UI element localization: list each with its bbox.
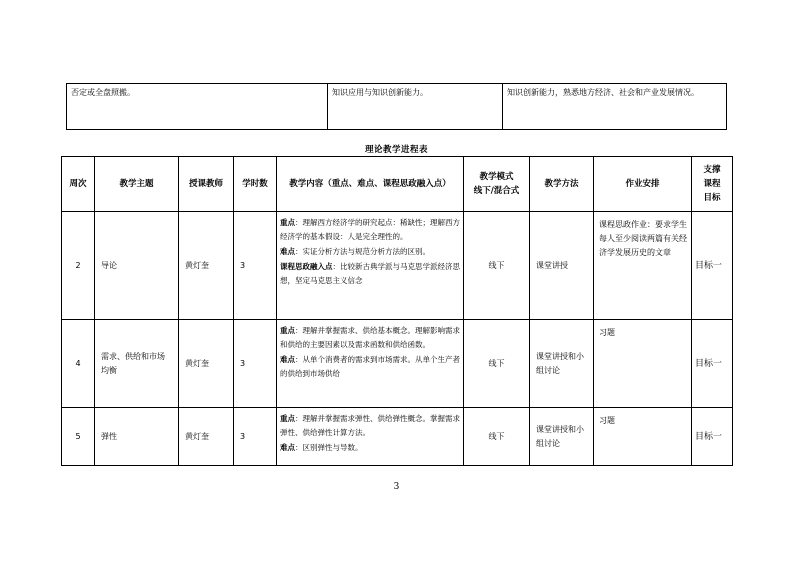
row-teacher: 黄灯奎 bbox=[179, 320, 234, 408]
table-row bbox=[62, 320, 733, 408]
row-content bbox=[277, 320, 464, 408]
row-week: 2 bbox=[62, 212, 95, 320]
page-number: 3 bbox=[393, 482, 400, 492]
row-homework: 课程思政作业：要求学生每人至少阅读两篇有关经济学发展历史的文章 bbox=[594, 212, 692, 320]
header-mode-line2: 线下/混合式 bbox=[473, 186, 520, 196]
content-difficulty: 难点：从单个消费者的需求到市场需求。从单个生产者的供给到市场供给 bbox=[280, 355, 460, 378]
row-topic: 弹性 bbox=[95, 408, 179, 466]
header-hours: 学时数 bbox=[234, 157, 277, 212]
row-week: 4 bbox=[62, 320, 95, 408]
row-hours: 3 bbox=[234, 408, 277, 466]
objective-cell: 知识应用与知识创新能力。 bbox=[328, 84, 503, 130]
content-key-point: 重点：理解并掌握需求弹性、供给弹性概念。掌握需求弹性、供给弹性计算方法。 bbox=[280, 414, 460, 437]
row-goal: 目标一 bbox=[692, 212, 733, 320]
row-topic: 导论 bbox=[95, 212, 179, 320]
row-teacher: 黄灯奎 bbox=[179, 212, 234, 320]
header-week: 周次 bbox=[62, 157, 95, 212]
table-row bbox=[62, 212, 733, 320]
header-homework: 作业安排 bbox=[594, 157, 692, 212]
objective-cell: 知识创新能力，熟悉地方经济、社会和产业发展情况。 bbox=[503, 84, 727, 130]
header-goal-line3: 目标 bbox=[703, 193, 721, 203]
row-goal: 目标一 bbox=[692, 408, 733, 466]
header-row bbox=[62, 157, 733, 212]
row-content bbox=[277, 212, 464, 320]
header-mode-line1: 教学模式 bbox=[479, 172, 514, 182]
row-homework: 习题 bbox=[594, 320, 692, 408]
row-mode: 线下 bbox=[464, 320, 530, 408]
table-row bbox=[62, 408, 733, 466]
row-mode: 线下 bbox=[464, 212, 530, 320]
objective-cell: 否定或全盘照搬。 bbox=[67, 84, 328, 130]
row-hours: 3 bbox=[234, 320, 277, 408]
row-homework: 习题 bbox=[594, 408, 692, 466]
row-goal: 目标一 bbox=[692, 320, 733, 408]
content-ideology: 课程思政融入点：比较新古典学派与马克思学派经济思想，坚定马克思主义信念 bbox=[280, 262, 460, 285]
objectives-table-continuation bbox=[66, 83, 727, 130]
header-mode bbox=[464, 157, 530, 212]
header-topic: 教学主题 bbox=[95, 157, 179, 212]
teaching-schedule-table bbox=[61, 156, 733, 466]
header-goal-line1: 支撑 bbox=[703, 165, 721, 175]
row-mode: 线下 bbox=[464, 408, 530, 466]
row-week: 5 bbox=[62, 408, 95, 466]
content-key-point: 重点：理解并掌握需求、供给基本概念。理解影响需求和供给的主要因素以及需求函数和供给函数。 bbox=[280, 326, 460, 349]
header-method: 教学方法 bbox=[530, 157, 594, 212]
row-method: 课堂讲授和小组讨论 bbox=[530, 320, 594, 408]
header-teacher: 授课教师 bbox=[179, 157, 234, 212]
row-method: 课堂讲授 bbox=[530, 212, 594, 320]
row-teacher: 黄灯奎 bbox=[179, 408, 234, 466]
row-topic: 需求、供给和市场均衡 bbox=[95, 320, 179, 408]
content-difficulty: 难点：区别弹性与导数。 bbox=[280, 443, 363, 452]
header-content: 教学内容（重点、难点、课程思政融入点） bbox=[277, 157, 464, 212]
content-key-point: 重点：理解西方经济学的研究起点：稀缺性；理解西方经济学的基本假设：人是完全理性的。 bbox=[280, 218, 460, 241]
row-content bbox=[277, 408, 464, 466]
schedule-title: 理论教学进程表 bbox=[364, 145, 428, 155]
header-goal-line2: 课程 bbox=[703, 179, 721, 189]
row-method: 课堂讲授和小组讨论 bbox=[530, 408, 594, 466]
content-difficulty: 难点：实证分析方法与规范分析方法的区别。 bbox=[280, 247, 430, 256]
header-goal bbox=[692, 157, 733, 212]
row-hours: 3 bbox=[234, 212, 277, 320]
